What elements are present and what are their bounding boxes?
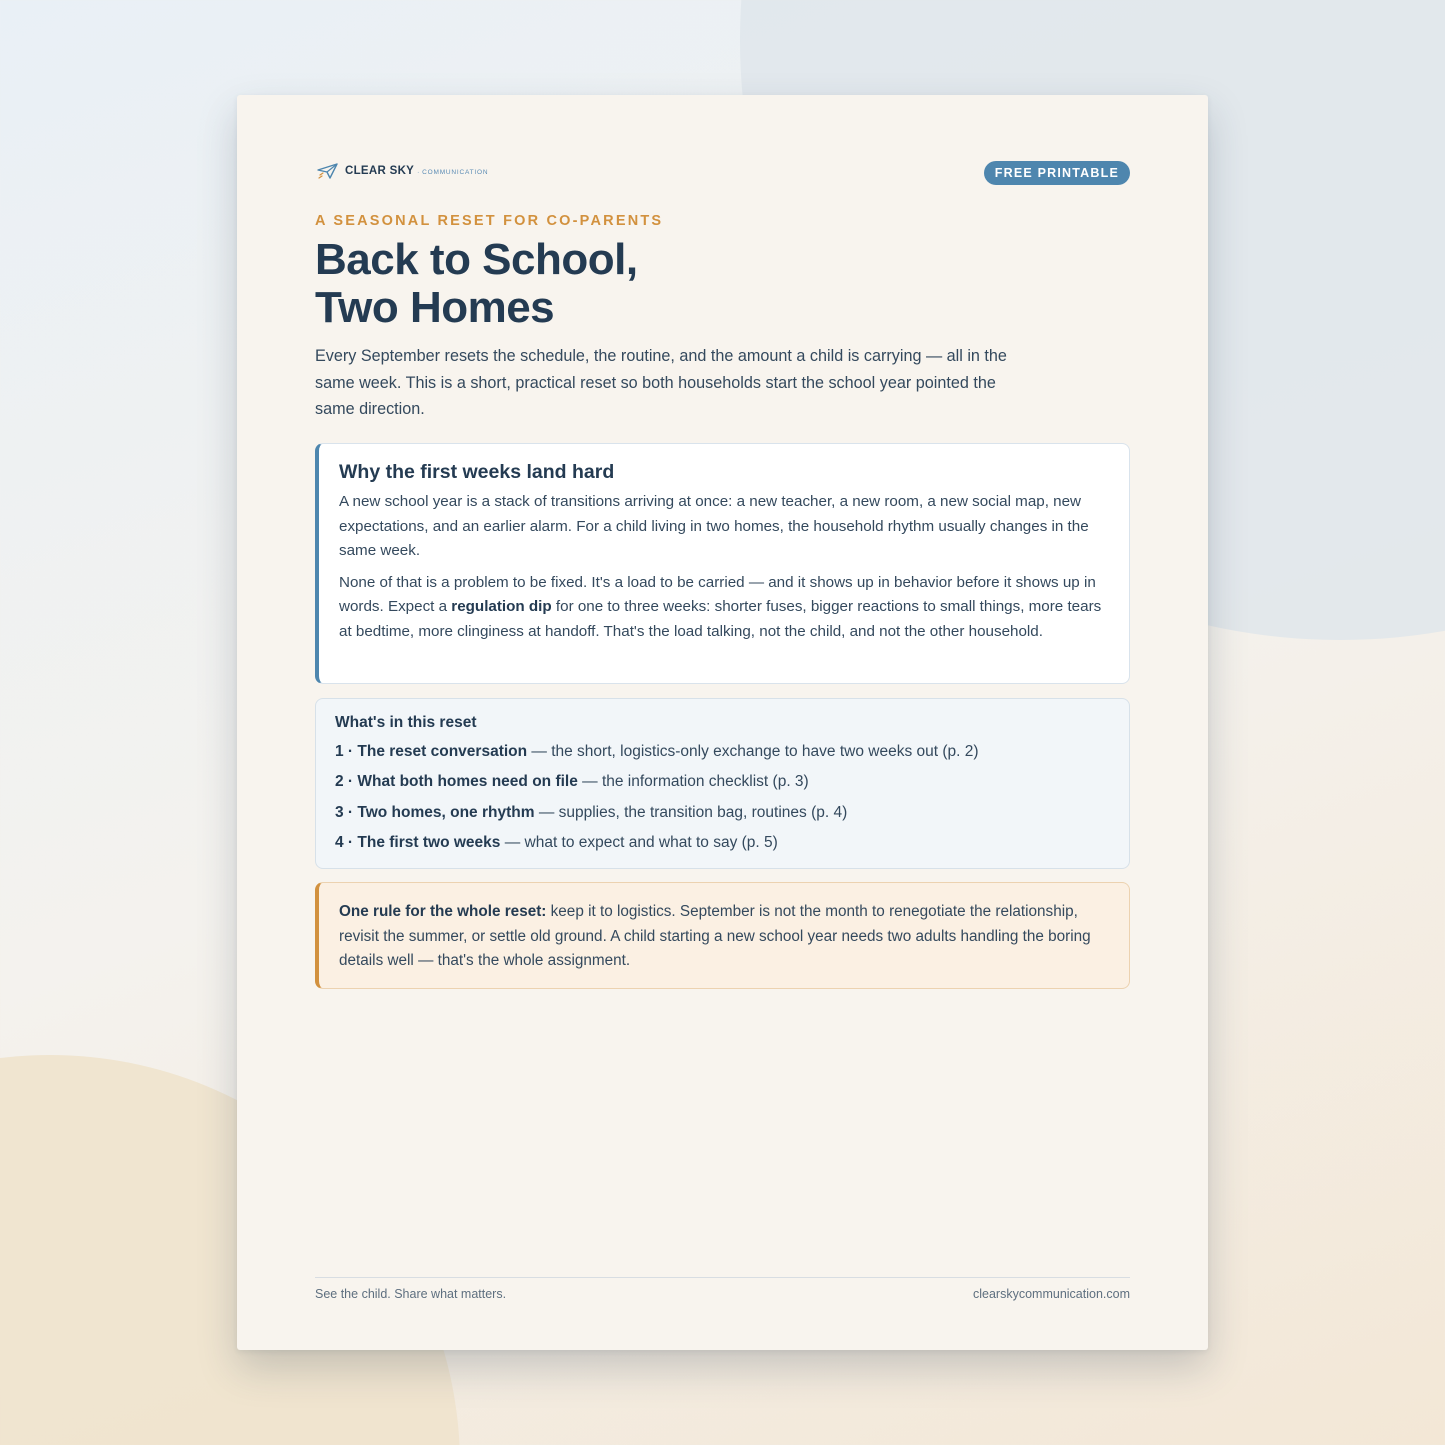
why-paragraph-2 <box>339 571 1107 645</box>
footer-url: clearskycommunication.com <box>973 1287 1130 1301</box>
title-line-2: Two Homes <box>315 283 555 332</box>
contents-item-desc: — supplies, the transition bag, routines (p. 4) <box>534 803 848 821</box>
why-card <box>315 443 1130 684</box>
page-header <box>315 161 1130 185</box>
brand-logo <box>317 163 488 179</box>
contents-item-desc: — what to expect and what to say (p. 5) <box>500 833 778 851</box>
contents-item-desc: — the short, logistics-only exchange to have two weeks out (p. 2) <box>527 743 979 760</box>
page-footer <box>315 1277 1130 1301</box>
intro-paragraph: Every September resets the schedule, the routine, and the amount a child is carrying — all in the same week. This is a short, practical reset so both households start the school year pointed the same direction. <box>315 347 1007 418</box>
paper-plane-icon <box>317 163 339 179</box>
why-p2-after: for one to three weeks: shorter fuses, bigger reactions to small things, more tears at bedtime, more clinginess at handoff. That's the load talking, not the child, and not the other household. <box>339 598 1102 640</box>
brand-subtitle: COMMUNICATION <box>422 168 489 176</box>
rule-lead: One rule for the whole reset: <box>339 903 547 920</box>
brand-separator: · <box>417 168 421 176</box>
contents-item-label: 4 · The first two weeks <box>335 833 501 851</box>
free-printable-badge: FREE PRINTABLE <box>984 161 1130 185</box>
contents-item <box>335 737 1110 767</box>
page-title <box>315 236 638 332</box>
contents-item-label: 2 · What both homes need on file <box>335 773 578 791</box>
contents-item-desc: — the information checklist (p. 3) <box>577 773 809 791</box>
contents-heading: What's in this reset <box>335 714 477 731</box>
footer-tagline: See the child. Share what matters. <box>315 1287 507 1301</box>
eyebrow-label: A SEASONAL RESET FOR CO-PARENTS <box>315 213 664 229</box>
contents-item <box>335 767 1110 797</box>
why-p2-emphasis: regulation dip <box>451 598 552 616</box>
contents-item <box>335 798 1110 828</box>
title-line-1: Back to School, <box>315 235 638 284</box>
why-heading: Why the first weeks land hard <box>339 461 615 483</box>
printable-page <box>237 95 1208 1350</box>
contents-item <box>335 828 1110 858</box>
rule-text: keep it to logistics. September is not the month to renegotiate the relationship, revisit the summer, or settle old ground. A child starting a new school year needs two adults handling the boring details well — that's the whole assignment. <box>339 903 1091 970</box>
contents-item-label: 1 · The reset conversation <box>335 743 528 760</box>
why-paragraph-1: A new school year is a stack of transitions arriving at once: a new teacher, a new room, a new social map, new expectations, and an earlier alarm. For a child living in two homes, the household rhythm usually changes in the same week. <box>339 493 1089 560</box>
rule-callout <box>315 882 1130 989</box>
why-p2-before: None of that is a problem to be fixed. It's a load to be carried — and it shows up in behavior before it shows up in words. Expect a <box>339 573 1096 616</box>
contents-item-label: 3 · Two homes, one rhythm <box>335 803 535 821</box>
contents-card <box>315 698 1130 869</box>
brand-name: CLEAR SKY <box>345 165 415 177</box>
